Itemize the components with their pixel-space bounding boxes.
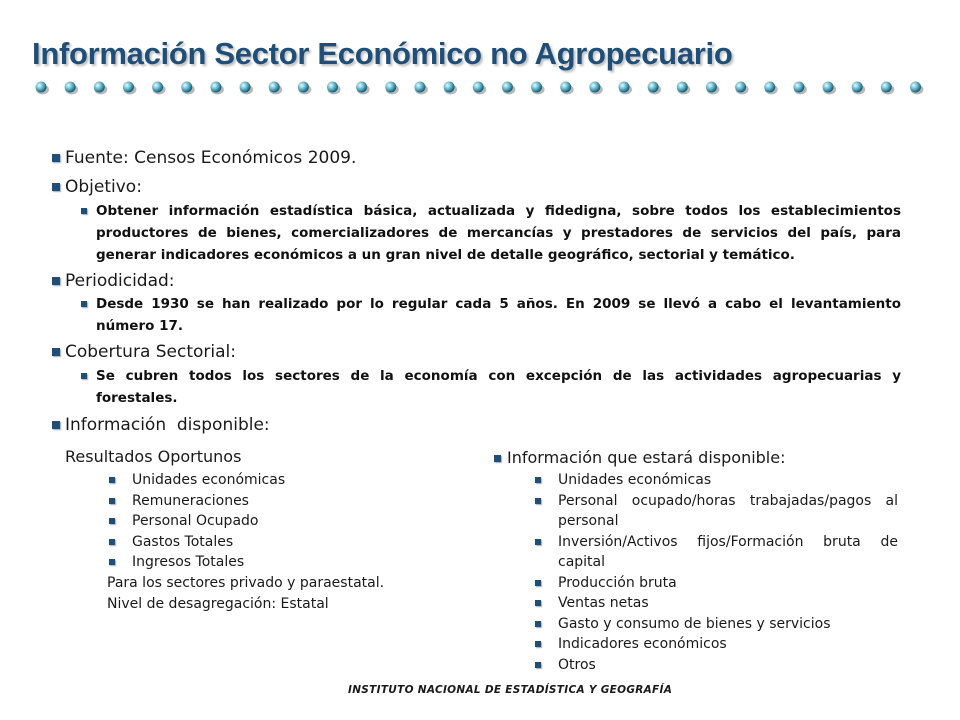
divider-dot: [65, 82, 76, 93]
divider-dot: [910, 82, 921, 93]
bullet-square-icon: [81, 373, 87, 379]
resultados-item: [107, 552, 367, 573]
divider-dot: [852, 82, 863, 93]
futura-item: [533, 470, 898, 491]
objetivo-paragraph: [96, 200, 901, 266]
periodicidad-text: Desde 1930 se han realizado por lo regular cada 5 años. En 2009 se llevó a cabo el levantamiento número 17.: [96, 296, 901, 334]
futura-item-text: Ventas netas: [558, 595, 649, 611]
bullet-square-icon: [535, 498, 541, 504]
resultados-item-text: Ingresos Totales: [132, 554, 245, 570]
futura-item-text: Gasto y consumo de bienes y servicios: [558, 615, 831, 632]
bullet-square-icon: [109, 518, 115, 524]
futura-item: [533, 634, 898, 655]
divider-dot: [473, 82, 484, 93]
bullet-square-icon: [535, 600, 541, 606]
futura-item: [533, 593, 898, 614]
futura-item-text: Inversión/Activos fijos/Formación bruta de capital: [558, 533, 898, 570]
objetivo-label: Objetivo:: [65, 177, 142, 197]
divider-dot: [356, 82, 367, 93]
slide-title: Información Sector Económico no Agropecuario: [32, 36, 733, 71]
bullet-square-icon: [535, 662, 541, 668]
bullet-square-icon: [52, 277, 60, 285]
note-desagregacion: Nivel de desagregación: Estatal: [107, 596, 329, 612]
resultados-item-text: Personal Ocupado: [132, 513, 259, 529]
resultados-item: [107, 532, 367, 553]
periodicidad-label: Periodicidad:: [65, 271, 175, 291]
divider-dot: [152, 82, 163, 93]
divider-dot: [706, 82, 717, 93]
bullet-square-icon: [535, 621, 541, 627]
resultados-title: Resultados Oportunos: [65, 447, 242, 466]
footer-institute: INSTITUTO NACIONAL DE ESTADÍSTICA Y GEOGRAFÍA: [348, 684, 673, 696]
bullet-square-icon: [109, 539, 115, 545]
divider-dot: [531, 82, 542, 93]
bullet-square-icon: [81, 301, 87, 307]
bullet-square-icon: [494, 455, 501, 462]
bullet-square-icon: [109, 498, 115, 504]
resultados-item: [107, 470, 367, 491]
bullet-square-icon: [535, 580, 541, 586]
futura-title: Información que estará disponible:: [507, 448, 786, 467]
note-sectores: Para los sectores privado y paraestatal.: [107, 575, 385, 591]
futura-item-text: Producción bruta: [558, 574, 677, 591]
cobertura-label: Cobertura Sectorial:: [65, 342, 237, 362]
divider-dot: [881, 82, 892, 93]
futura-item: [533, 573, 898, 594]
divider-dot: [181, 82, 192, 93]
divider-dot: [385, 82, 396, 93]
divider-dot: [123, 82, 134, 93]
fuente-text: Fuente: Censos Económicos 2009.: [65, 148, 357, 168]
bullet-square-icon: [109, 477, 115, 483]
divider-dot: [793, 82, 804, 93]
resultados-item-text: Unidades económicas: [132, 472, 286, 488]
resultados-item-text: Gastos Totales: [132, 533, 234, 550]
bullet-square-icon: [81, 208, 87, 214]
divider-dot: [619, 82, 630, 93]
bullet-square-icon: [52, 421, 60, 429]
bullet-square-icon: [109, 559, 115, 565]
futura-item-text: Indicadores económicos: [558, 636, 727, 652]
title-dot-divider: [34, 78, 934, 96]
divider-dot: [502, 82, 513, 93]
divider-dot: [414, 82, 425, 93]
divider-dot: [36, 82, 47, 93]
divider-dot: [298, 82, 309, 93]
futura-item: [533, 655, 898, 676]
divider-dot: [94, 82, 105, 93]
divider-dot: [823, 82, 834, 93]
bullet-square-icon: [52, 348, 60, 356]
futura-item-text: Unidades económicas: [558, 472, 712, 488]
bullet-square-icon: [535, 641, 541, 647]
futura-item-text: Personal ocupado/horas trabajadas/pagos al personal: [558, 492, 898, 529]
futura-item-text: Otros: [558, 656, 596, 673]
divider-dot: [210, 82, 221, 93]
informacion-label: Información disponible:: [65, 415, 270, 435]
divider-dot: [269, 82, 280, 93]
futura-list: [533, 470, 898, 675]
bullet-square-icon: [52, 154, 60, 162]
resultados-item-text: Remuneraciones: [132, 492, 249, 509]
divider-dot: [735, 82, 746, 93]
periodicidad-paragraph: [96, 293, 901, 337]
divider-dot: [764, 82, 775, 93]
objetivo-text: Obtener información estadística básica, actualizada y fidedigna, sobre todos los establecimientos productores de bienes, comercializadores de mercancías y prestadores de servicios del país, para generar indicadores económicos a un gran nivel de detalle geográfico, sectorial y temático.: [96, 203, 901, 263]
resultados-item: [107, 491, 367, 512]
cobertura-paragraph: [96, 365, 901, 409]
bullet-square-icon: [52, 183, 60, 191]
futura-item: [533, 614, 898, 635]
divider-dot: [560, 82, 571, 93]
resultados-list: [107, 470, 367, 573]
divider-dot: [677, 82, 688, 93]
divider-dot: [240, 82, 251, 93]
divider-dot: [444, 82, 455, 93]
divider-dot: [327, 82, 338, 93]
futura-item: [533, 532, 898, 573]
resultados-item: [107, 511, 367, 532]
bullet-square-icon: [535, 477, 541, 483]
cobertura-text: Se cubren todos los sectores de la economía con excepción de las actividades agropecuarias y forestales.: [96, 368, 901, 406]
divider-dot: [589, 82, 600, 93]
futura-item: [533, 491, 898, 532]
bullet-square-icon: [535, 539, 541, 545]
divider-dot: [648, 82, 659, 93]
